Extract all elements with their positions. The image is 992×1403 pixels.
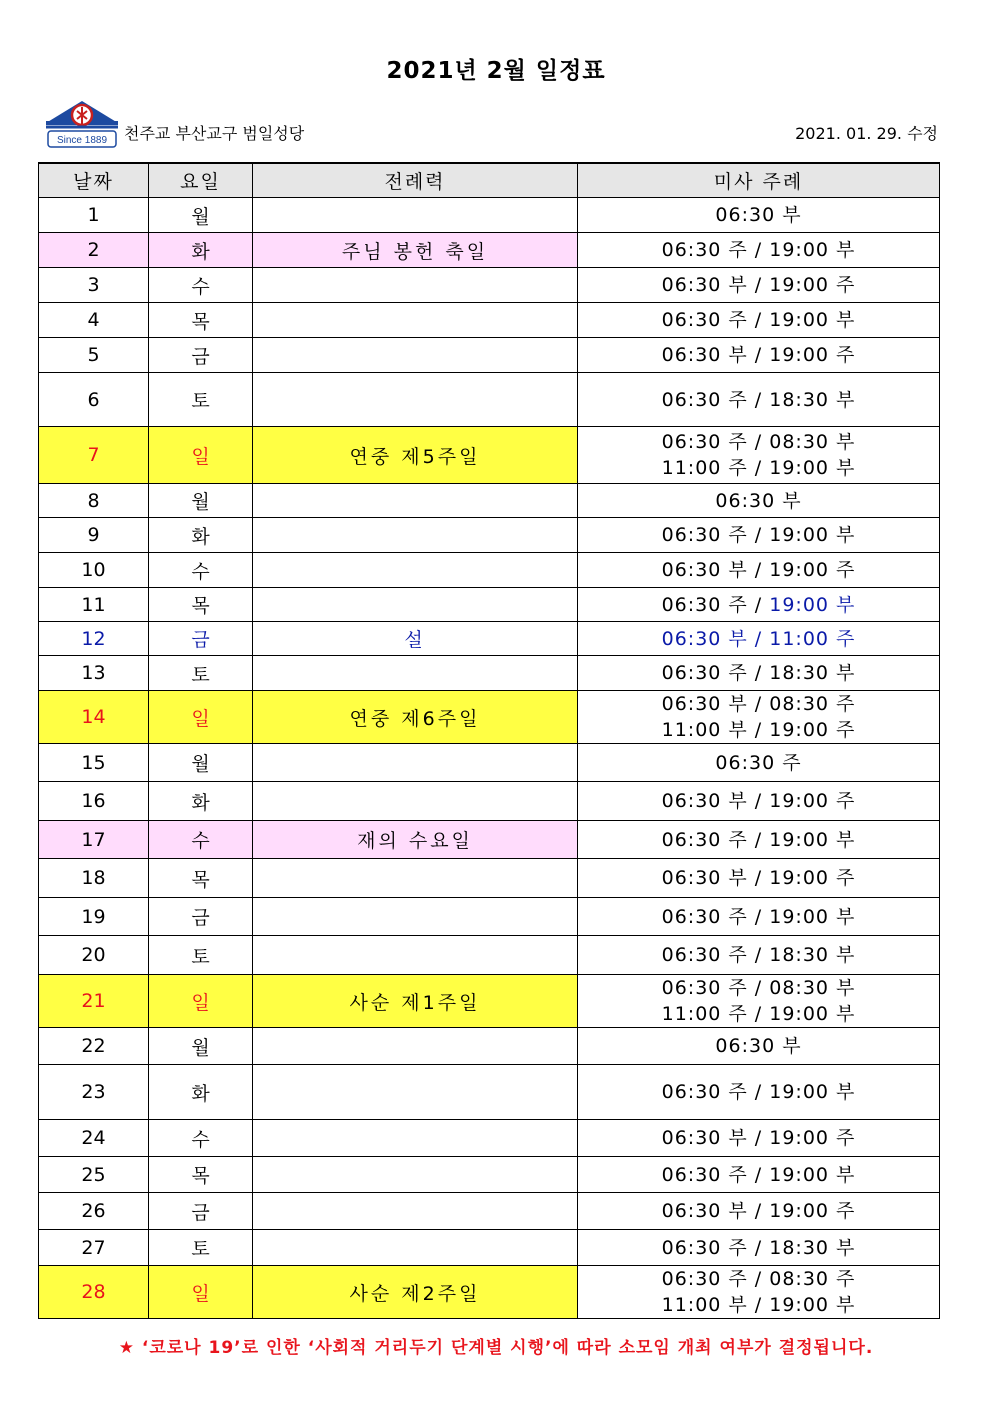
table-row — [39, 1193, 940, 1230]
mass-time-line: 06:30 주 / 18:30 부 — [661, 1236, 856, 1259]
revision-date: 2021. 01. 29. 수정 — [795, 124, 938, 143]
date-cell: 20 — [39, 936, 149, 975]
mass-time-line: 06:30 주 / 18:30 부 — [661, 944, 856, 966]
mass-time-line: 06:30 부 / 19:00 주 — [661, 274, 856, 296]
mass-cell — [578, 744, 940, 782]
weekday-cell: 토 — [149, 656, 253, 691]
date-cell: 15 — [39, 744, 149, 782]
date-cell: 12 — [39, 622, 149, 656]
parish-logo — [44, 97, 120, 149]
weekday-cell: 화 — [149, 782, 253, 821]
liturgy-cell — [253, 484, 578, 518]
liturgy-cell: 사순 제1주일 — [253, 975, 578, 1028]
mass-cell — [578, 656, 940, 691]
date-cell: 26 — [39, 1193, 149, 1230]
liturgy-cell: 연중 제6주일 — [253, 691, 578, 744]
mass-time-line: 06:30 주 / 19:00 부 — [661, 1163, 856, 1186]
mass-time-line: 06:30 부 / 19:00 주 — [661, 790, 856, 812]
table-row — [39, 268, 940, 303]
mass-time-line: 06:30 주 / 19:00 부 — [661, 905, 856, 928]
mass-cell — [578, 622, 940, 656]
mass-cell — [578, 936, 940, 975]
weekday-cell: 일 — [149, 691, 253, 744]
mass-cell — [578, 233, 940, 268]
mass-time-text: 06:30 주 / — [661, 593, 770, 616]
table-row — [39, 198, 940, 233]
weekday-cell: 금 — [149, 898, 253, 936]
mass-cell — [578, 691, 940, 744]
weekday-cell: 토 — [149, 373, 253, 427]
weekday-cell: 월 — [149, 484, 253, 518]
mass-cell — [578, 373, 940, 427]
mass-cell — [578, 782, 940, 821]
liturgy-cell — [253, 898, 578, 936]
mass-time-highlight: 19:00 부 — [769, 593, 856, 616]
liturgy-cell — [253, 303, 578, 338]
mass-time-line: 06:30 부 / 19:00 주 — [661, 559, 856, 581]
table-row — [39, 1157, 940, 1193]
table-row — [39, 373, 940, 427]
liturgy-cell — [253, 656, 578, 691]
mass-cell — [578, 518, 940, 553]
mass-cell — [578, 303, 940, 338]
date-cell: 14 — [39, 691, 149, 744]
liturgy-cell — [253, 518, 578, 553]
liturgy-cell — [253, 338, 578, 373]
weekday-cell: 토 — [149, 1230, 253, 1266]
table-row — [39, 1065, 940, 1120]
weekday-cell: 수 — [149, 1120, 253, 1157]
mass-cell — [578, 338, 940, 373]
table-row — [39, 936, 940, 975]
weekday-cell: 목 — [149, 588, 253, 622]
table-row — [39, 588, 940, 622]
date-cell: 18 — [39, 859, 149, 898]
mass-time-line: 06:30 부 — [715, 204, 802, 226]
weekday-cell: 금 — [149, 622, 253, 656]
date-cell: 2 — [39, 233, 149, 268]
mass-time-line: 06:30 주 / 19:00 부 — [661, 1081, 856, 1103]
footer-note — [0, 1333, 992, 1358]
date-cell: 13 — [39, 656, 149, 691]
liturgy-cell — [253, 268, 578, 303]
logo-caption: Since 1889 — [56, 135, 108, 146]
mass-time-line: 06:30 주 / 19:00 부 — [661, 309, 856, 331]
liturgy-cell — [253, 1120, 578, 1157]
mass-time-line: 06:30 주 / 19:00 부 — [661, 239, 856, 261]
mass-time-line: 06:30 주 / 08:30 주 — [661, 1268, 856, 1290]
column-header-liturgy: 전례력 — [253, 163, 578, 198]
weekday-cell: 월 — [149, 1028, 253, 1065]
mass-cell — [578, 484, 940, 518]
weekday-cell: 일 — [149, 427, 253, 484]
date-cell: 19 — [39, 898, 149, 936]
mass-time-line: 11:00 주 / 19:00 부 — [661, 457, 856, 479]
schedule-table — [38, 162, 940, 1319]
mass-time-line: 06:30 주 / 08:30 부 — [661, 977, 856, 999]
table-row — [39, 338, 940, 373]
table-row — [39, 518, 940, 553]
table-row — [39, 1028, 940, 1065]
liturgy-cell — [253, 1157, 578, 1193]
weekday-cell: 목 — [149, 859, 253, 898]
liturgy-cell — [253, 782, 578, 821]
page-title: 2021년 2월 일정표 — [386, 58, 606, 84]
weekday-cell: 일 — [149, 1266, 253, 1319]
date-cell: 27 — [39, 1230, 149, 1266]
mass-time-line: 06:30 부 / 19:00 주 — [661, 1127, 856, 1149]
liturgy-cell: 연중 제5주일 — [253, 427, 578, 484]
mass-cell — [578, 268, 940, 303]
date-cell: 4 — [39, 303, 149, 338]
mass-time-line: 06:30 부 / 11:00 주 — [661, 627, 856, 650]
weekday-cell: 화 — [149, 233, 253, 268]
table-header-row — [39, 163, 940, 198]
table-row — [39, 303, 940, 338]
date-cell: 9 — [39, 518, 149, 553]
table-row — [39, 744, 940, 782]
table-row — [39, 975, 940, 1028]
liturgy-cell — [253, 936, 578, 975]
mass-cell — [578, 198, 940, 233]
mass-time-line: 06:30 부 — [715, 1035, 802, 1057]
mass-time-line: 06:30 부 / 19:00 주 — [661, 1200, 856, 1222]
table-row — [39, 782, 940, 821]
mass-time-line: 06:30 주 / 08:30 부 — [661, 431, 856, 453]
date-cell: 22 — [39, 1028, 149, 1065]
schedule-body — [39, 198, 940, 1319]
liturgy-cell — [253, 373, 578, 427]
date-cell: 21 — [39, 975, 149, 1028]
liturgy-cell — [253, 588, 578, 622]
table-row — [39, 656, 940, 691]
weekday-cell: 목 — [149, 303, 253, 338]
date-cell: 28 — [39, 1266, 149, 1319]
liturgy-cell: 설 — [253, 622, 578, 656]
date-cell: 6 — [39, 373, 149, 427]
mass-time-line: 06:30 주 / 18:30 부 — [661, 662, 856, 684]
table-row — [39, 1120, 940, 1157]
weekday-cell: 금 — [149, 338, 253, 373]
date-cell: 11 — [39, 588, 149, 622]
column-header-day: 요일 — [149, 163, 253, 198]
weekday-cell: 금 — [149, 1193, 253, 1230]
mass-time-line: 11:00 주 / 19:00 부 — [661, 1003, 856, 1025]
column-header-date: 날짜 — [39, 163, 149, 198]
liturgy-cell: 재의 수요일 — [253, 821, 578, 859]
mass-cell — [578, 1065, 940, 1120]
mass-cell — [578, 859, 940, 898]
footer-note-text: ‘코로나 19’로 인한 ‘사회적 거리두기 단계별 시행’에 따라 소모임 개최 여부가 결정됩니다. — [141, 1338, 874, 1358]
column-header-mass: 미사 주례 — [578, 163, 940, 198]
liturgy-cell — [253, 198, 578, 233]
mass-cell — [578, 588, 940, 622]
mass-cell — [578, 1028, 940, 1065]
date-cell: 16 — [39, 782, 149, 821]
date-cell: 3 — [39, 268, 149, 303]
mass-cell — [578, 1266, 940, 1319]
mass-cell — [578, 1193, 940, 1230]
liturgy-cell — [253, 1230, 578, 1266]
weekday-cell: 화 — [149, 518, 253, 553]
date-cell: 17 — [39, 821, 149, 859]
liturgy-cell: 사순 제2주일 — [253, 1266, 578, 1319]
liturgy-cell — [253, 1028, 578, 1065]
table-row — [39, 553, 940, 588]
liturgy-cell: 주님 봉헌 축일 — [253, 233, 578, 268]
table-row — [39, 484, 940, 518]
mass-time-line: 11:00 부 / 19:00 주 — [661, 719, 856, 741]
liturgy-cell — [253, 1065, 578, 1120]
liturgy-cell — [253, 553, 578, 588]
table-row — [39, 821, 940, 859]
date-cell: 1 — [39, 198, 149, 233]
mass-time-line: 06:30 주 / 18:30 부 — [661, 388, 856, 411]
date-cell: 24 — [39, 1120, 149, 1157]
weekday-cell: 목 — [149, 1157, 253, 1193]
date-cell: 23 — [39, 1065, 149, 1120]
mass-cell — [578, 898, 940, 936]
mass-time-line: 06:30 주 / 19:00 부 — [661, 524, 856, 546]
mass-time-line: 06:30 주 — [715, 751, 802, 774]
weekday-cell: 수 — [149, 821, 253, 859]
weekday-cell: 화 — [149, 1065, 253, 1120]
table-row — [39, 427, 940, 484]
mass-cell — [578, 1157, 940, 1193]
table-row — [39, 1230, 940, 1266]
mass-cell — [578, 1120, 940, 1157]
weekday-cell: 수 — [149, 553, 253, 588]
liturgy-cell — [253, 744, 578, 782]
date-cell: 5 — [39, 338, 149, 373]
table-row — [39, 859, 940, 898]
mass-time-line: 06:30 부 / 08:30 주 — [661, 693, 856, 715]
date-cell: 7 — [39, 427, 149, 484]
date-cell: 8 — [39, 484, 149, 518]
mass-cell — [578, 427, 940, 484]
weekday-cell: 토 — [149, 936, 253, 975]
star-icon: ★ — [118, 1338, 135, 1358]
parish-name: 천주교 부산교구 범일성당 — [124, 124, 305, 143]
weekday-cell: 수 — [149, 268, 253, 303]
table-row — [39, 691, 940, 744]
mass-cell — [578, 821, 940, 859]
table-row — [39, 898, 940, 936]
weekday-cell: 월 — [149, 744, 253, 782]
mass-time-line: 06:30 부 / 19:00 주 — [661, 344, 856, 366]
mass-time-line: 06:30 부 — [715, 489, 802, 512]
mass-cell — [578, 553, 940, 588]
liturgy-cell — [253, 1193, 578, 1230]
table-row — [39, 233, 940, 268]
table-row — [39, 622, 940, 656]
table-row — [39, 1266, 940, 1319]
mass-time-line: 06:30 주 / 19:00 부 — [661, 828, 856, 851]
mass-cell — [578, 1230, 940, 1266]
mass-time-line: 11:00 부 / 19:00 부 — [661, 1294, 856, 1316]
date-cell: 25 — [39, 1157, 149, 1193]
weekday-cell: 일 — [149, 975, 253, 1028]
mass-time-line: 06:30 부 / 19:00 주 — [661, 867, 856, 889]
date-cell: 10 — [39, 553, 149, 588]
liturgy-cell — [253, 859, 578, 898]
weekday-cell: 월 — [149, 198, 253, 233]
mass-cell — [578, 975, 940, 1028]
